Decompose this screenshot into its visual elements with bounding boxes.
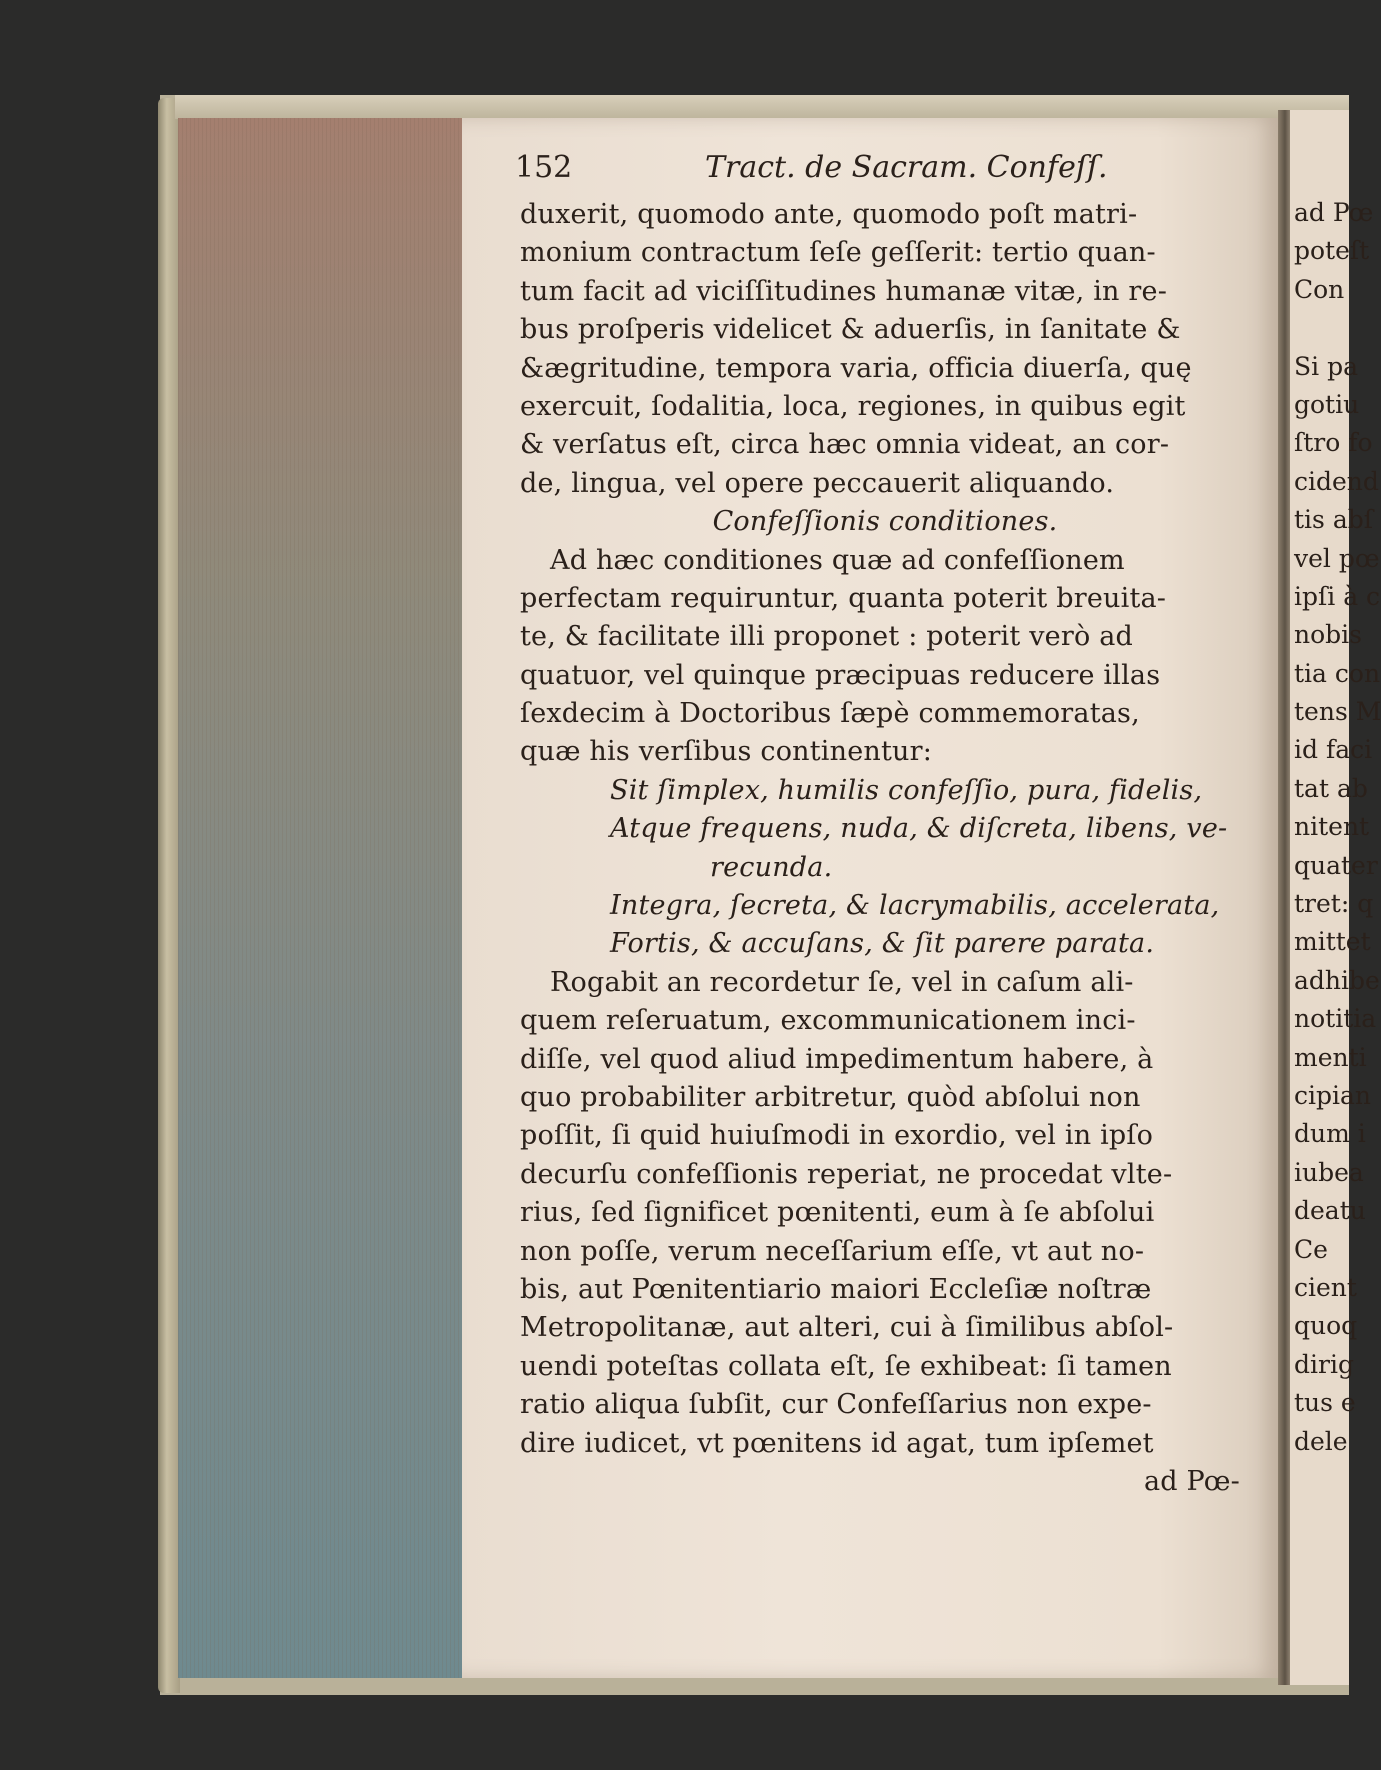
right-page-line: tia con (1294, 658, 1381, 688)
text-line: recunda. (710, 851, 833, 883)
right-page-line: tens M (1294, 697, 1381, 727)
text-line: Sit ſimplex, humilis confeſſio, pura, fidelis, (610, 774, 1203, 806)
text-line: quo probabiliter arbitretur, quòd abſolui non (520, 1081, 1141, 1113)
right-page-line: nobis (1294, 620, 1362, 650)
right-page-line: poteſt (1294, 236, 1370, 266)
text-line: ad Pœ- (1143, 1465, 1240, 1497)
right-page-line: ſtro fo (1294, 428, 1373, 458)
right-page-line: cipian (1294, 1080, 1372, 1110)
right-page-line: quater (1294, 850, 1378, 880)
text-line: dire iudicet, vt pœnitens id agat, tum ipſemet (520, 1427, 1154, 1459)
running-title: Tract. de Sacram. Confeſſ. (705, 150, 1108, 185)
text-line: rius, ſed ſignificet pœnitenti, eum à ſe abſolui (520, 1197, 1155, 1229)
right-page-line: vel pœ (1294, 543, 1380, 573)
text-line: tum facit ad viciſſitudines humanæ vitæ, in re- (520, 275, 1168, 307)
right-page-line: Si pa (1294, 351, 1358, 381)
text-line: Ad hæc conditiones quæ ad confeſſionem (550, 544, 1125, 576)
text-line: Atque frequens, nuda, & diſcreta, libens, ve- (610, 813, 1228, 845)
right-page-line: Ce (1294, 1234, 1328, 1264)
text-line: quatuor, vel quinque præcipuas reducere illas (520, 659, 1161, 691)
right-page-line: nitent (1294, 812, 1370, 842)
book-spine (158, 98, 180, 1693)
text-line: Rogabit an recordetur ſe, vel in caſum ali- (550, 966, 1134, 998)
text-line: decurſu confeſſionis reperiat, ne procedat vlte- (520, 1158, 1173, 1190)
text-line: & verſatus eſt, circa hæc omnia videat, an cor- (520, 429, 1170, 461)
text-line: ratio aliqua ſubſit, cur Confeſſarius non expe- (520, 1389, 1152, 1421)
text-line: exercuit, ſodalitia, loca, regiones, in quibus egit (520, 390, 1186, 422)
text-line: diſſe, vel quod aliud impedimentum habere, à (520, 1043, 1154, 1075)
right-page-line: menti (1294, 1042, 1367, 1072)
text-line: quem reſeruatum, excommunicationem inci- (520, 1005, 1136, 1037)
text-line: non poſſe, verum neceſſarium eſſe, vt aut no- (520, 1235, 1145, 1267)
right-page-lines (1290, 194, 1381, 1461)
book-top-board (175, 95, 1349, 119)
right-page-line: iubea (1294, 1157, 1364, 1187)
right-page-line: cidend (1294, 466, 1379, 496)
right-page-line: ad Pœ (1294, 198, 1374, 227)
right-page-line: tis abſ (1294, 505, 1373, 535)
right-page-line: Con (1294, 274, 1345, 304)
right-page-line: ipſi à c (1294, 581, 1381, 611)
page-text (520, 196, 1250, 1501)
page-edges (178, 118, 466, 1678)
text-line: poſſit, ſi quid huiuſmodi in exordio, vel in ipſo (520, 1120, 1154, 1152)
text-line: Confeſſionis conditiones. (712, 506, 1058, 538)
text-line: quæ his verſibus continentur: (520, 736, 933, 768)
right-page-line: tret: q (1294, 889, 1374, 919)
text-line: Metropolitanæ, aut alteri, cui à ſimilibus abſol- (520, 1312, 1174, 1344)
right-page-fragment (1290, 110, 1381, 1685)
text-line: monium contractum ſeſe geſſerit: tertio quan- (520, 237, 1156, 269)
right-page-line: tus e (1294, 1388, 1356, 1418)
right-page-line: gotiu (1294, 389, 1360, 419)
text-line: &ægritudine, tempora varia, officia diuerſa, quę (520, 352, 1192, 384)
text-line: Integra, ſecreta, & lacrymabilis, accelerata, (610, 890, 1220, 922)
right-page-line: dirig (1294, 1349, 1354, 1379)
text-line: duxerit, quomodo ante, quomodo poſt matri- (520, 199, 1138, 230)
text-line: bus proſperis videlicet & aduerſis, in ſanitate & (520, 314, 1181, 346)
right-page-line (1290, 309, 1381, 347)
text-line: bis, aut Pœnitentiario maiori Eccleſiæ noſtræ (520, 1273, 1152, 1305)
right-page-line: tat ab (1294, 773, 1368, 803)
right-page-line: id faci (1294, 735, 1373, 765)
right-page-line: adhibe (1294, 965, 1380, 995)
right-page-line: dum i (1294, 1119, 1366, 1149)
right-page-line: mittet (1294, 927, 1371, 957)
text-line: de, lingua, vel opere peccauerit aliquando. (520, 467, 1115, 499)
text-line: perfectam requiruntur, quanta poterit breuita- (520, 582, 1167, 614)
right-page-line: deatu (1294, 1196, 1366, 1226)
page-number: 152 (515, 150, 573, 185)
running-head (515, 150, 1235, 200)
right-page-line: dele (1294, 1426, 1348, 1456)
right-page-line: cient (1294, 1272, 1357, 1302)
text-line: te, & facilitate illi proponet : poterit verò ad (520, 621, 1133, 653)
right-page-line: quoq (1294, 1311, 1358, 1341)
text-line: uendi poteſtas collata eſt, ſe exhibeat: ſi tamen (520, 1350, 1172, 1382)
text-line: Fortis, & accuſans, & ſit parere parata. (610, 928, 1155, 960)
text-line: ſexdecim à Doctoribus ſæpè commemoratas, (520, 698, 1140, 730)
right-page-line: notitia (1294, 1004, 1377, 1034)
